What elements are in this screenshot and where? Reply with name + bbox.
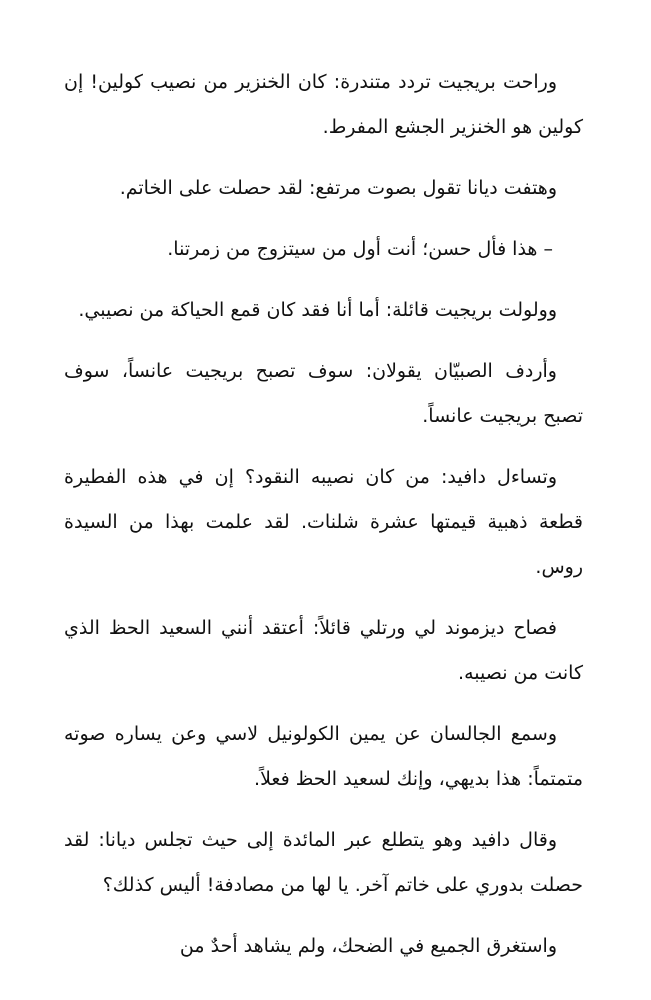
paragraph-2: وهتفت ديانا تقول بصوت مرتفع: لقد حصلت على الخاتم. xyxy=(119,177,557,199)
paragraph-3: – هذا فأل حسن؛ أنت أول من سيتزوج من زمرتنا. xyxy=(167,238,553,260)
paragraph-9: وقال دافيد وهو يتطلع عبر المائدة إلى حيث تجلس ديانا: لقد حصلت بدوري على خاتم آخر. يا لها من مصادفة! أليس كذلك؟ xyxy=(64,829,583,896)
paragraph-5: وأردف الصبيّان يقولان: سوف تصبح بريجيت عانساً، سوف تصبح بريجيت عانساً. xyxy=(64,360,583,427)
paragraph-10: واستغرق الجميع في الضحك، ولم يشاهد أحدٌ من xyxy=(179,935,557,957)
paragraph-1: وراحت بريجيت تردد متندرة: كان الخنزير من نصيب كولين! إن كولين هو الخنزير الجشع المفرط. xyxy=(64,71,583,138)
paragraph-8: وسمع الجالسان عن يمين الكولونيل لاسي وعن يساره صوته متمتماً: هذا بديهي، وإنك لسعيد الحظ فعلاً. xyxy=(64,723,583,790)
paragraph-7: فصاح ديزموند لي ورتلي قائلاً: أعتقد أنني السعيد الحظ الذي كانت من نصيبه. xyxy=(64,617,583,684)
paragraph-6: وتساءل دافيد: من كان نصيبه النقود؟ إن في هذه الفطيرة قطعة ذهبية قيمتها عشرة شلنات. لقد علمت بهذا من السيدة روس. xyxy=(64,466,583,578)
paragraph-4: وولولت بريجيت قائلة: أما أنا فقد كان قمع الحياكة من نصيبي. xyxy=(78,299,557,321)
